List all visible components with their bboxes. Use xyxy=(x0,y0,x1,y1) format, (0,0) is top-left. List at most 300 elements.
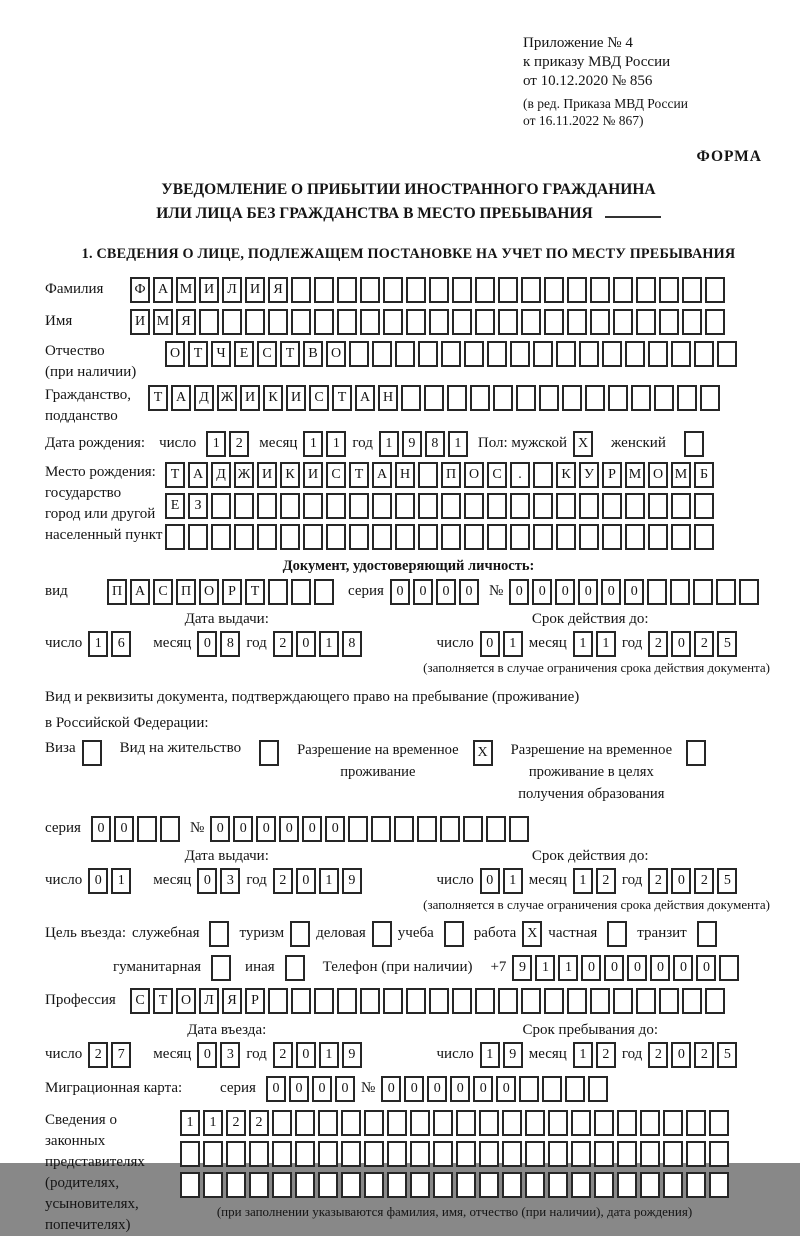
char-box[interactable]: Т xyxy=(349,462,369,488)
char-box[interactable]: О xyxy=(165,341,185,367)
char-box[interactable] xyxy=(295,1172,315,1198)
char-box[interactable] xyxy=(719,955,739,981)
char-box[interactable] xyxy=(360,988,380,1014)
char-box[interactable]: 9 xyxy=(342,1042,362,1068)
char-box[interactable]: 0 xyxy=(601,579,621,605)
char-box[interactable] xyxy=(303,524,323,550)
char-box[interactable] xyxy=(259,740,279,766)
char-box[interactable] xyxy=(303,493,323,519)
char-box[interactable] xyxy=(199,309,219,335)
char-box[interactable] xyxy=(314,277,334,303)
char-box[interactable]: 0 xyxy=(381,1076,401,1102)
char-box[interactable] xyxy=(479,1141,499,1167)
char-box[interactable]: С xyxy=(326,462,346,488)
char-box[interactable] xyxy=(371,816,391,842)
char-box[interactable] xyxy=(613,988,633,1014)
char-box[interactable] xyxy=(341,1172,361,1198)
char-box[interactable]: 9 xyxy=(342,868,362,894)
char-box[interactable] xyxy=(418,493,438,519)
char-box[interactable] xyxy=(521,277,541,303)
char-box[interactable]: И xyxy=(257,462,277,488)
char-box[interactable] xyxy=(510,341,530,367)
char-box[interactable] xyxy=(636,988,656,1014)
char-box[interactable] xyxy=(452,988,472,1014)
char-box[interactable]: 0 xyxy=(279,816,299,842)
char-box[interactable]: 0 xyxy=(604,955,624,981)
char-box[interactable] xyxy=(394,816,414,842)
char-box[interactable] xyxy=(479,1110,499,1136)
char-box[interactable]: 1 xyxy=(319,868,339,894)
char-box[interactable] xyxy=(337,988,357,1014)
char-box[interactable]: 2 xyxy=(648,868,668,894)
char-box[interactable] xyxy=(314,988,334,1014)
char-box[interactable]: И xyxy=(303,462,323,488)
char-box[interactable]: И xyxy=(240,385,260,411)
char-box[interactable] xyxy=(440,816,460,842)
char-box[interactable]: 0 xyxy=(413,579,433,605)
char-box[interactable] xyxy=(636,309,656,335)
char-box[interactable] xyxy=(341,1110,361,1136)
char-box[interactable] xyxy=(464,524,484,550)
char-box[interactable] xyxy=(663,1110,683,1136)
char-box[interactable] xyxy=(470,385,490,411)
char-box[interactable] xyxy=(401,385,421,411)
char-box[interactable] xyxy=(165,524,185,550)
char-box[interactable]: К xyxy=(280,462,300,488)
char-box[interactable]: 1 xyxy=(319,1042,339,1068)
char-box[interactable] xyxy=(209,921,229,947)
char-box[interactable] xyxy=(602,524,622,550)
char-box[interactable] xyxy=(429,988,449,1014)
char-box[interactable]: 2 xyxy=(273,868,293,894)
char-box[interactable] xyxy=(417,816,437,842)
char-box[interactable] xyxy=(280,524,300,550)
char-box[interactable] xyxy=(590,309,610,335)
char-box[interactable]: О xyxy=(326,341,346,367)
char-box[interactable]: 0 xyxy=(532,579,552,605)
char-box[interactable] xyxy=(245,309,265,335)
char-box[interactable]: 0 xyxy=(581,955,601,981)
char-box[interactable]: Т xyxy=(165,462,185,488)
char-box[interactable] xyxy=(395,341,415,367)
char-box[interactable]: Т xyxy=(280,341,300,367)
char-box[interactable]: О xyxy=(464,462,484,488)
char-box[interactable] xyxy=(571,1172,591,1198)
char-box[interactable]: 8 xyxy=(342,631,362,657)
char-box[interactable] xyxy=(395,493,415,519)
char-box[interactable] xyxy=(290,921,310,947)
char-box[interactable] xyxy=(648,341,668,367)
char-box[interactable] xyxy=(318,1172,338,1198)
char-box[interactable] xyxy=(475,988,495,1014)
char-box[interactable]: 0 xyxy=(296,1042,316,1068)
char-box[interactable] xyxy=(567,277,587,303)
char-box[interactable] xyxy=(268,579,288,605)
char-box[interactable]: Т xyxy=(148,385,168,411)
char-box[interactable] xyxy=(337,309,357,335)
char-box[interactable]: 0 xyxy=(496,1076,516,1102)
char-box[interactable]: 2 xyxy=(273,631,293,657)
char-box[interactable] xyxy=(211,955,231,981)
char-box[interactable] xyxy=(671,524,691,550)
char-box[interactable]: 2 xyxy=(229,431,249,457)
char-box[interactable] xyxy=(594,1172,614,1198)
char-box[interactable] xyxy=(542,1076,562,1102)
char-box[interactable] xyxy=(211,493,231,519)
char-box[interactable]: 8 xyxy=(425,431,445,457)
char-box[interactable] xyxy=(694,493,714,519)
char-box[interactable] xyxy=(663,1172,683,1198)
char-box[interactable] xyxy=(525,1141,545,1167)
char-box[interactable] xyxy=(272,1110,292,1136)
char-box[interactable]: 3 xyxy=(220,868,240,894)
char-box[interactable] xyxy=(226,1141,246,1167)
char-box[interactable]: X xyxy=(573,431,593,457)
char-box[interactable] xyxy=(326,524,346,550)
char-box[interactable] xyxy=(456,1172,476,1198)
char-box[interactable] xyxy=(502,1172,522,1198)
char-box[interactable] xyxy=(444,921,464,947)
char-box[interactable] xyxy=(291,309,311,335)
char-box[interactable] xyxy=(222,309,242,335)
char-box[interactable] xyxy=(594,1110,614,1136)
char-box[interactable]: 9 xyxy=(402,431,422,457)
char-box[interactable] xyxy=(188,524,208,550)
char-box[interactable] xyxy=(318,1110,338,1136)
char-box[interactable] xyxy=(487,524,507,550)
char-box[interactable]: 0 xyxy=(210,816,230,842)
char-box[interactable] xyxy=(631,385,651,411)
char-box[interactable]: Ж xyxy=(234,462,254,488)
char-box[interactable] xyxy=(625,341,645,367)
char-box[interactable] xyxy=(360,309,380,335)
char-box[interactable]: 9 xyxy=(503,1042,523,1068)
char-box[interactable] xyxy=(447,385,467,411)
char-box[interactable]: Ф xyxy=(130,277,150,303)
char-box[interactable] xyxy=(295,1110,315,1136)
char-box[interactable] xyxy=(533,341,553,367)
char-box[interactable]: 2 xyxy=(694,1042,714,1068)
char-box[interactable] xyxy=(533,524,553,550)
char-box[interactable] xyxy=(594,1141,614,1167)
char-box[interactable]: П xyxy=(107,579,127,605)
char-box[interactable] xyxy=(349,524,369,550)
char-box[interactable] xyxy=(360,277,380,303)
char-box[interactable]: 0 xyxy=(335,1076,355,1102)
char-box[interactable] xyxy=(341,1141,361,1167)
char-box[interactable]: 0 xyxy=(671,631,691,657)
char-box[interactable] xyxy=(709,1172,729,1198)
char-box[interactable] xyxy=(433,1110,453,1136)
char-box[interactable] xyxy=(180,1141,200,1167)
char-box[interactable] xyxy=(682,277,702,303)
char-box[interactable] xyxy=(295,1141,315,1167)
char-box[interactable] xyxy=(608,385,628,411)
char-box[interactable] xyxy=(697,921,717,947)
char-box[interactable] xyxy=(709,1110,729,1136)
char-box[interactable]: 2 xyxy=(596,1042,616,1068)
char-box[interactable] xyxy=(410,1141,430,1167)
char-box[interactable] xyxy=(314,309,334,335)
char-box[interactable] xyxy=(349,341,369,367)
char-box[interactable] xyxy=(636,277,656,303)
char-box[interactable] xyxy=(498,277,518,303)
char-box[interactable] xyxy=(700,385,720,411)
char-box[interactable] xyxy=(671,493,691,519)
char-box[interactable]: X xyxy=(473,740,493,766)
char-box[interactable]: 0 xyxy=(473,1076,493,1102)
char-box[interactable] xyxy=(640,1110,660,1136)
char-box[interactable] xyxy=(406,309,426,335)
char-box[interactable]: 2 xyxy=(249,1110,269,1136)
char-box[interactable] xyxy=(291,277,311,303)
char-box[interactable]: 9 xyxy=(512,955,532,981)
char-box[interactable] xyxy=(525,1110,545,1136)
char-box[interactable] xyxy=(464,493,484,519)
char-box[interactable] xyxy=(349,493,369,519)
char-box[interactable]: А xyxy=(188,462,208,488)
char-box[interactable] xyxy=(326,493,346,519)
char-box[interactable] xyxy=(659,277,679,303)
char-box[interactable] xyxy=(410,1172,430,1198)
char-box[interactable] xyxy=(268,309,288,335)
char-box[interactable]: 0 xyxy=(650,955,670,981)
char-box[interactable]: 2 xyxy=(694,868,714,894)
char-box[interactable]: Е xyxy=(234,341,254,367)
char-box[interactable]: 0 xyxy=(450,1076,470,1102)
char-box[interactable] xyxy=(682,988,702,1014)
char-box[interactable] xyxy=(387,1172,407,1198)
char-box[interactable] xyxy=(387,1141,407,1167)
char-box[interactable]: 1 xyxy=(379,431,399,457)
char-box[interactable] xyxy=(433,1141,453,1167)
char-box[interactable]: 0 xyxy=(256,816,276,842)
char-box[interactable] xyxy=(463,816,483,842)
char-box[interactable]: 1 xyxy=(326,431,346,457)
char-box[interactable]: 0 xyxy=(197,1042,217,1068)
char-box[interactable]: Р xyxy=(245,988,265,1014)
char-box[interactable] xyxy=(383,988,403,1014)
char-box[interactable] xyxy=(203,1141,223,1167)
char-box[interactable] xyxy=(337,277,357,303)
char-box[interactable] xyxy=(677,385,697,411)
char-box[interactable]: 0 xyxy=(266,1076,286,1102)
char-box[interactable] xyxy=(272,1172,292,1198)
char-box[interactable] xyxy=(565,1076,585,1102)
char-box[interactable] xyxy=(452,309,472,335)
char-box[interactable]: О xyxy=(199,579,219,605)
char-box[interactable]: Н xyxy=(378,385,398,411)
char-box[interactable]: С xyxy=(153,579,173,605)
char-box[interactable]: 0 xyxy=(289,1076,309,1102)
char-box[interactable] xyxy=(648,493,668,519)
char-box[interactable] xyxy=(383,277,403,303)
char-box[interactable] xyxy=(418,462,438,488)
char-box[interactable]: 1 xyxy=(573,868,593,894)
char-box[interactable] xyxy=(493,385,513,411)
char-box[interactable]: П xyxy=(176,579,196,605)
char-box[interactable]: К xyxy=(263,385,283,411)
char-box[interactable] xyxy=(705,277,725,303)
char-box[interactable]: А xyxy=(153,277,173,303)
char-box[interactable] xyxy=(234,524,254,550)
char-box[interactable]: Ж xyxy=(217,385,237,411)
char-box[interactable] xyxy=(548,1141,568,1167)
char-box[interactable] xyxy=(548,1172,568,1198)
char-box[interactable]: 1 xyxy=(573,631,593,657)
char-box[interactable] xyxy=(579,493,599,519)
char-box[interactable]: М xyxy=(153,309,173,335)
char-box[interactable]: 1 xyxy=(180,1110,200,1136)
char-box[interactable] xyxy=(226,1172,246,1198)
char-box[interactable]: 0 xyxy=(312,1076,332,1102)
char-box[interactable]: 1 xyxy=(573,1042,593,1068)
char-box[interactable] xyxy=(433,1172,453,1198)
char-box[interactable] xyxy=(571,1110,591,1136)
char-box[interactable] xyxy=(693,579,713,605)
char-box[interactable] xyxy=(429,277,449,303)
char-box[interactable]: Д xyxy=(211,462,231,488)
char-box[interactable] xyxy=(203,1172,223,1198)
char-box[interactable] xyxy=(579,341,599,367)
char-box[interactable] xyxy=(516,385,536,411)
char-box[interactable] xyxy=(456,1110,476,1136)
char-box[interactable] xyxy=(544,277,564,303)
char-box[interactable] xyxy=(585,385,605,411)
char-box[interactable]: 2 xyxy=(694,631,714,657)
char-box[interactable]: Р xyxy=(602,462,622,488)
char-box[interactable] xyxy=(364,1141,384,1167)
char-box[interactable] xyxy=(410,1110,430,1136)
char-box[interactable] xyxy=(464,341,484,367)
char-box[interactable]: Ч xyxy=(211,341,231,367)
char-box[interactable]: А xyxy=(171,385,191,411)
char-box[interactable] xyxy=(571,1141,591,1167)
char-box[interactable]: 0 xyxy=(480,868,500,894)
char-box[interactable] xyxy=(429,309,449,335)
char-box[interactable]: 0 xyxy=(696,955,716,981)
char-box[interactable] xyxy=(694,341,714,367)
char-box[interactable] xyxy=(647,579,667,605)
char-box[interactable]: 1 xyxy=(111,868,131,894)
char-box[interactable]: 2 xyxy=(273,1042,293,1068)
char-box[interactable]: Я xyxy=(222,988,242,1014)
char-box[interactable] xyxy=(280,493,300,519)
char-box[interactable]: Р xyxy=(222,579,242,605)
char-box[interactable]: В xyxy=(303,341,323,367)
char-box[interactable] xyxy=(705,988,725,1014)
char-box[interactable] xyxy=(486,816,506,842)
char-box[interactable] xyxy=(525,1172,545,1198)
char-box[interactable] xyxy=(686,740,706,766)
char-box[interactable] xyxy=(249,1141,269,1167)
char-box[interactable] xyxy=(544,988,564,1014)
char-box[interactable]: 2 xyxy=(88,1042,108,1068)
char-box[interactable]: 0 xyxy=(296,868,316,894)
char-box[interactable]: 1 xyxy=(303,431,323,457)
char-box[interactable] xyxy=(686,1141,706,1167)
char-box[interactable] xyxy=(544,309,564,335)
char-box[interactable]: С xyxy=(309,385,329,411)
char-box[interactable]: А xyxy=(130,579,150,605)
char-box[interactable] xyxy=(670,579,690,605)
char-box[interactable]: 0 xyxy=(296,631,316,657)
char-box[interactable] xyxy=(424,385,444,411)
char-box[interactable]: 0 xyxy=(459,579,479,605)
char-box[interactable]: 1 xyxy=(319,631,339,657)
char-box[interactable] xyxy=(556,493,576,519)
char-box[interactable] xyxy=(686,1110,706,1136)
char-box[interactable] xyxy=(395,524,415,550)
char-box[interactable] xyxy=(659,309,679,335)
char-box[interactable]: 0 xyxy=(436,579,456,605)
char-box[interactable] xyxy=(533,462,553,488)
char-box[interactable] xyxy=(509,816,529,842)
char-box[interactable]: И xyxy=(130,309,150,335)
char-box[interactable]: Т xyxy=(332,385,352,411)
char-box[interactable] xyxy=(272,1141,292,1167)
char-box[interactable] xyxy=(268,988,288,1014)
char-box[interactable] xyxy=(348,816,368,842)
char-box[interactable] xyxy=(521,988,541,1014)
char-box[interactable]: И xyxy=(245,277,265,303)
char-box[interactable] xyxy=(160,816,180,842)
char-box[interactable]: 1 xyxy=(480,1042,500,1068)
char-box[interactable] xyxy=(479,1172,499,1198)
char-box[interactable] xyxy=(441,524,461,550)
char-box[interactable] xyxy=(257,493,277,519)
char-box[interactable] xyxy=(663,1141,683,1167)
char-box[interactable]: 0 xyxy=(671,868,691,894)
char-box[interactable]: С xyxy=(257,341,277,367)
char-box[interactable]: 2 xyxy=(596,868,616,894)
char-box[interactable] xyxy=(682,309,702,335)
char-box[interactable]: 0 xyxy=(197,868,217,894)
char-box[interactable] xyxy=(625,493,645,519)
char-box[interactable] xyxy=(567,988,587,1014)
char-box[interactable] xyxy=(487,493,507,519)
char-box[interactable]: 7 xyxy=(111,1042,131,1068)
char-box[interactable] xyxy=(640,1172,660,1198)
char-box[interactable]: 1 xyxy=(503,868,523,894)
char-box[interactable] xyxy=(249,1172,269,1198)
char-box[interactable]: 8 xyxy=(220,631,240,657)
char-box[interactable] xyxy=(617,1172,637,1198)
char-box[interactable]: 0 xyxy=(404,1076,424,1102)
char-box[interactable]: 0 xyxy=(390,579,410,605)
char-box[interactable]: 1 xyxy=(558,955,578,981)
char-box[interactable] xyxy=(498,988,518,1014)
char-box[interactable] xyxy=(556,341,576,367)
char-box[interactable]: О xyxy=(648,462,668,488)
char-box[interactable]: Е xyxy=(165,493,185,519)
char-box[interactable] xyxy=(739,579,759,605)
char-box[interactable]: Я xyxy=(176,309,196,335)
char-box[interactable] xyxy=(383,309,403,335)
char-box[interactable]: 0 xyxy=(624,579,644,605)
char-box[interactable] xyxy=(291,579,311,605)
char-box[interactable]: 0 xyxy=(555,579,575,605)
char-box[interactable] xyxy=(137,816,157,842)
char-box[interactable]: 6 xyxy=(111,631,131,657)
char-box[interactable]: А xyxy=(355,385,375,411)
char-box[interactable]: 1 xyxy=(535,955,555,981)
char-box[interactable]: 0 xyxy=(578,579,598,605)
char-box[interactable] xyxy=(617,1141,637,1167)
char-box[interactable] xyxy=(648,524,668,550)
char-box[interactable]: М xyxy=(176,277,196,303)
char-box[interactable]: 0 xyxy=(114,816,134,842)
